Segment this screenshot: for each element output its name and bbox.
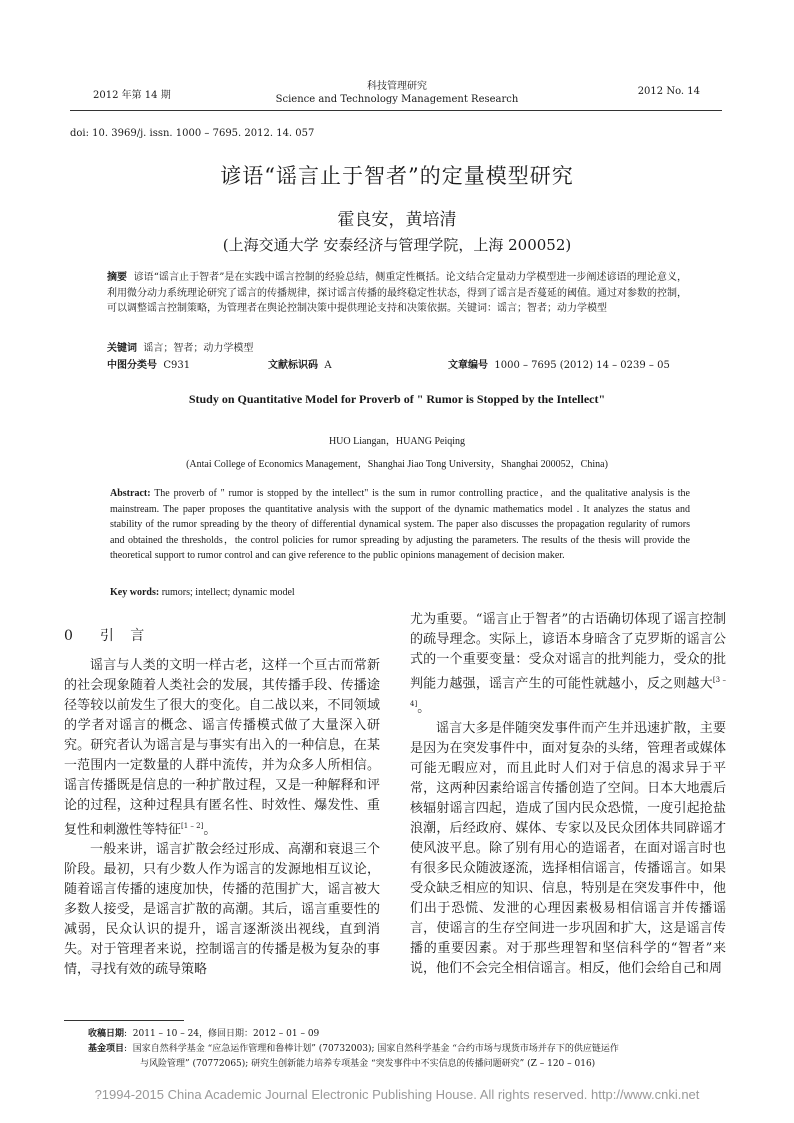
abstract-cn-label: 摘要 <box>107 272 128 283</box>
doc-code-value: A <box>324 360 332 371</box>
footnote-fund: 基金项目: 国家自然科学基金 “应急运作管理和鲁棒计划” (70732003); 国家自然科学基金 “合约市场与现货市场并存下的供应链运作 <box>88 1044 619 1054</box>
paragraph-end: 。 <box>203 822 217 838</box>
clc-number <box>107 356 190 371</box>
abstract-cn-text: 谚语“谣言止于智者”是在实践中谣言控制的经验总结，侧重定性概括。论文结合定量动力学模型进一步阐述谚语的理论意义，利用微分动力系统理论研究了谣言的传播规律，探讨谣言传播的最终稳定性状态，得到了谣言是否蔓延的阈值。通过对参数的控制，可以调整谣言控制策略，为管理者在舆论控制决策中提供理论支持和决策依据。关键词：谣言；智者；动力学模型 <box>107 272 688 314</box>
fund-line-2: 与风险管理” (70772065); 研究生创新能力培养专项基金 “突发事件中不实信息的传播问题研究” (Z – 120 – 016) <box>140 1059 596 1069</box>
paragraph-text: 尤为重要。“谣言止于智者”的古语确切体现了谣言控制的疏导理念。实际上，谚语本身暗含了克罗斯的谣言公式的一个重要变量：受众对谣言的批判能力，受众的批判能力越强，谣言产生的可能性就越小，反之则越大 <box>410 612 726 692</box>
citation-ref[interactable]: [1 – 2] <box>181 822 204 830</box>
header-journal-en: Science and Technology Management Research <box>275 94 519 105</box>
abstract-en-label: Abstract <box>110 488 148 499</box>
footnote <box>88 1027 718 1072</box>
citation-ref[interactable]: [3 – 4] <box>410 676 726 709</box>
authors-cn: 霍良安，黄培清 <box>337 210 457 230</box>
paper-title-cn: 谚语“谣言止于智者”的定量模型研究 <box>220 164 574 188</box>
header-issue-right: 2012 No. 14 <box>637 86 700 97</box>
keywords-en-text: rumors; intellect; dynamic model <box>161 587 295 598</box>
received-value: 2011 – 10 – 24，修回日期：2012 – 01 – 09 <box>132 1029 320 1039</box>
keywords-en: Key words: rumors; intellect; dynamic model <box>110 587 295 598</box>
header-journal-cn: 科技管理研究 <box>367 81 427 92</box>
doi[interactable]: doi: 10. 3969/j. issn. 1000 – 7695. 2012. 14. 057 <box>70 128 315 139</box>
section-heading <box>64 626 380 646</box>
abstract-en: Abstract: The proverb of " rumor is stopped by the intellect" is the sum in rumor controlling practice，and the qualitative analysis is the mainstream. The paper proposes the quantitative analysis with the support of the dynamic mathematics model . It analyzes the status and stability of the rumor spreading by the theory of differential dynamical system. The paper also discusses the propagation regularity of rumors and obtained the thresholds，the control policies for rumor spreading by adjusting the parameters. The results of the thesis will provide the theoretical support to rumor control and can give reference to the public opinions management of decision maker. <box>110 488 690 561</box>
clc-value: C931 <box>163 360 191 371</box>
authors-en: HUO Liangan，HUANG Peiqing <box>328 436 466 447</box>
footnote-rule <box>64 1020 184 1021</box>
body-paragraph: 谣言大多是伴随突发事件而产生并迅速扩散，主要是因为在突发事件中，面对复杂的头绪，管理者或媒体可能无暇应对，而且此时人们对于信息的渴求异于平常，这两种因素给谣言传播创造了空间。日本大地震后核辐射谣言四起，造成了国内民众恐慌，一度引起抢盐浪潮，后经政府、媒体、专家以及民众团体共同辟谣才使风波平息。除了别有用心的造谣者，在面对谣言时也有很多民众随波逐流，选择相信谣言，传播谣言。如果受众缺乏相应的知识、信息，特别是在突发事件中，他们出于恐慌、发泄的心理因素极易相信谣言并传播谣言，使谣言的生存空间进一步巩固和扩大，这是谣言传播的重要因素。对于那些理智和坚信科学的“智者”来说，他们不会完全相信谣言。相反，他们会给自己和周 <box>410 720 726 976</box>
section-number: 0 <box>64 628 79 644</box>
header-rule <box>70 110 722 111</box>
body-paragraph <box>410 610 726 719</box>
affiliation-cn: (上海交通大学 安泰经济与管理学院，上海 200052) <box>222 236 572 254</box>
doc-code <box>268 356 332 371</box>
keywords-cn-label: 关键词 <box>107 343 137 354</box>
body-paragraph <box>64 656 380 840</box>
copyright-watermark: ?1994-2015 China Academic Journal Electronic Publishing House. All rights reserved. http://www.cnki.net <box>94 1087 700 1102</box>
body-column-left <box>64 620 380 980</box>
fund-line-1: 国家自然科学基金 “应急运作管理和鲁棒计划” (70732003); 国家自然科学基金 “合约市场与现货市场并存下的供应链运作 <box>132 1044 619 1054</box>
article-number-value: 1000 – 7695 (2012) 14 – 0239 – 05 <box>494 360 670 371</box>
keywords-cn-text: 谣言；智者；动力学模型 <box>143 343 254 354</box>
article-number-label: 文章编号 <box>448 360 488 371</box>
paragraph-end: 。 <box>417 700 431 716</box>
section-title: 引 言 <box>99 628 151 644</box>
abstract-en-text: The proverb of " rumor is stopped by the intellect" is the sum in rumor controlling practice，and the qualitative analysis is the mainstream. The paper proposes the quantitative analysis with the support of the dynamic mathematics model . It analyzes the status and stability of the rumor spreading by the theory of differential dynamical system. The paper also discusses the propagation regularity of rumors and obtained the thresholds，the control policies for rumor spreading by adjusting the parameters. The results of the thesis will provide the theoretical support to rumor control and can give reference to the public opinions management of decision maker. <box>110 488 690 561</box>
abstract-cn <box>107 270 687 317</box>
keywords-cn <box>107 339 253 354</box>
header-issue-left: 2012 年第 14 期 <box>93 90 171 101</box>
received-label: 收稿日期 <box>88 1029 125 1039</box>
footnote-received: 收稿日期: 2011 – 10 – 24，修回日期：2012 – 01 – 09 <box>88 1029 320 1039</box>
clc-label: 中图分类号 <box>107 360 157 371</box>
doc-code-label: 文献标识码 <box>268 360 318 371</box>
keywords-en-label: Key words <box>110 587 156 598</box>
article-number <box>448 356 670 371</box>
paper-title-en: Study on Quantitative Model for Proverb of " Rumor is Stopped by the Intellect" <box>188 392 606 406</box>
body-paragraph: 一般来讲，谣言扩散会经过形成、高潮和衰退三个阶段。最初，只有少数人作为谣言的发源地相互议论，随着谣言传播的速度加快，传播的范围扩大，谣言被大多数人接受，是谣言扩散的高潮。其后，谣言重要性的减弱，民众认识的提升，谣言逐渐淡出视线，直到消失。对于管理者来说，控制谣言的传播是极为复杂的事情，寻找有效的疏导策略 <box>64 842 380 978</box>
affiliation-en: (Antai College of Economics Management，Shanghai Jiao Tong University，Shanghai 200052，China) <box>186 459 608 470</box>
paragraph-text: 谣言与人类的文明一样古老，这样一个亘古而常新的社会现象随着人类社会的发展，其传播手段、传播途径等较以前发生了很大的变化。自二战以来，不同领域的学者对谣言的概念、谣言传播模式做了大量深入研究。研究者认为谣言是与事实有出入的一种信息，在某一范围内一定数量的人群中流传，并为众多人所相信。谣言传播既是信息的一种扩散过程，又是一种解释和评论的过程，这种过程具有匿名性、时效性、爆发性、重复性和刺激性等特征 <box>64 658 380 838</box>
body-column-right <box>410 610 726 979</box>
fund-label: 基金项目 <box>88 1044 125 1054</box>
